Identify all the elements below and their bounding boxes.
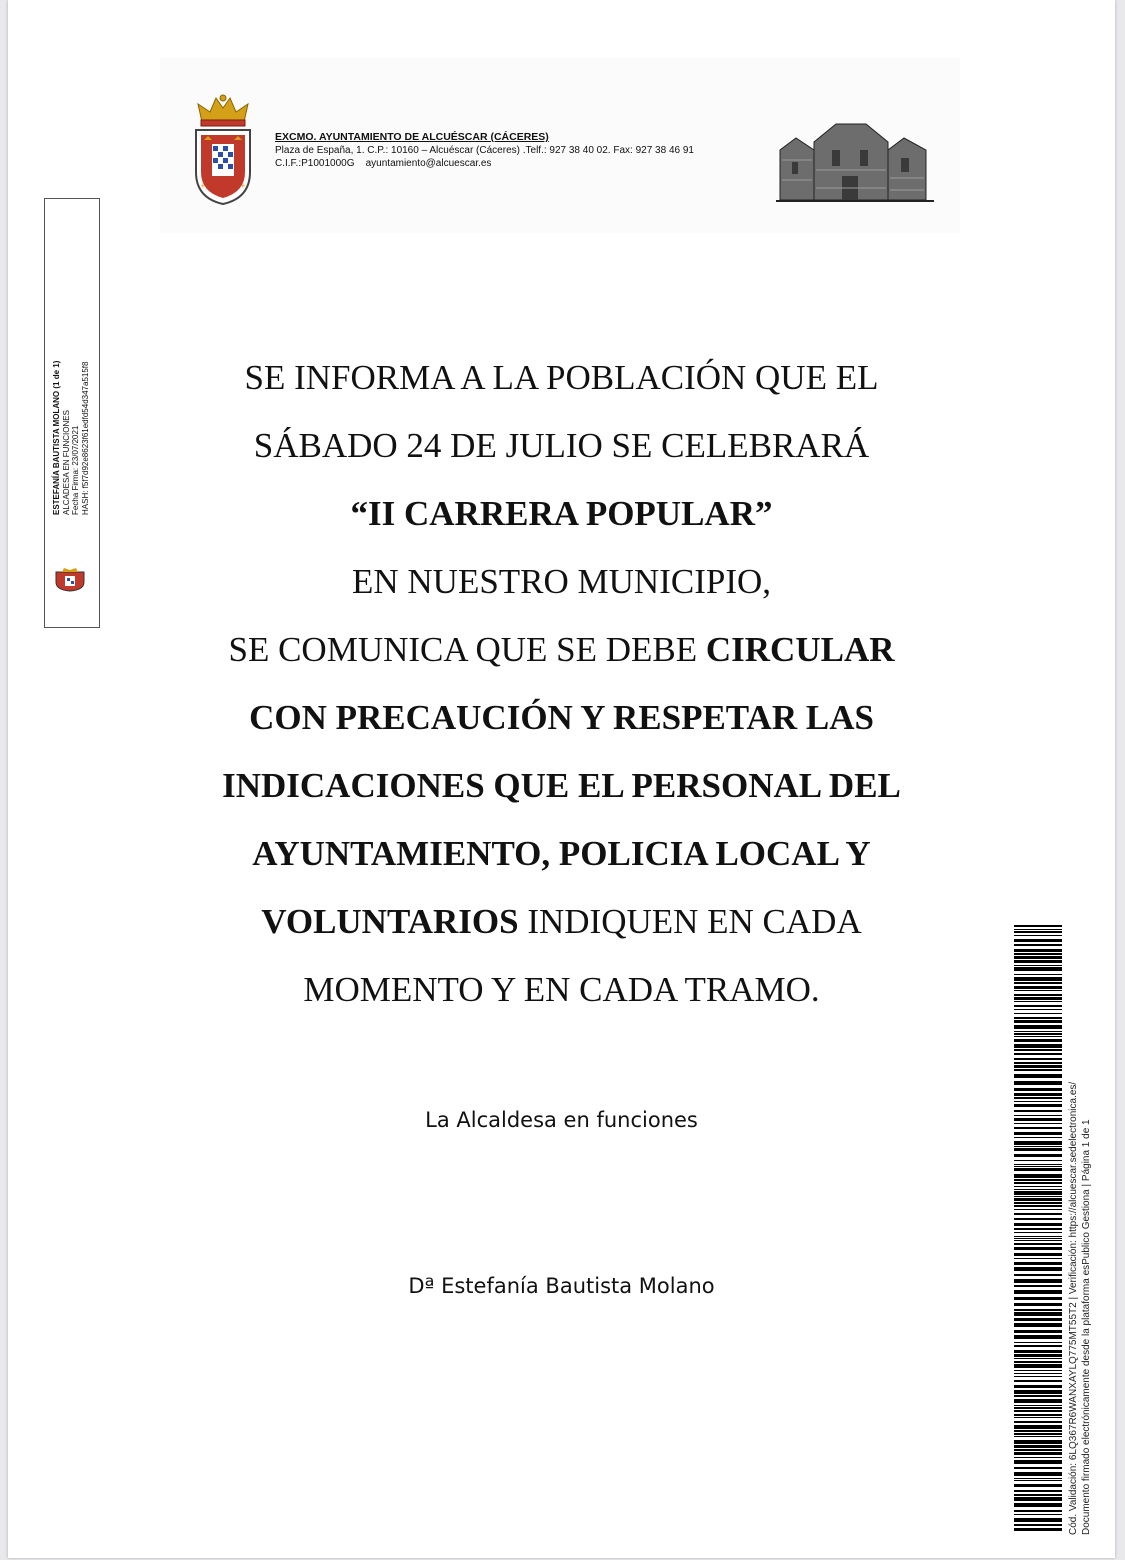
- verification-code-line: Cód. Validación: 6LQ367R6WANXAYLQ775MT55T2 | Verificación: https://alcuescar.sedelectronica.es/: [1068, 1081, 1079, 1535]
- notice-line-5-bold: CIRCULAR: [705, 630, 895, 669]
- signature-hash: HASH: f5f7d92e8623f61edfd54d347a515f8: [80, 361, 90, 515]
- notice-line-8: [160, 820, 963, 888]
- church-illustration-icon: [776, 120, 934, 205]
- signature-stamp-text: [52, 315, 90, 515]
- verification-platform-line: Documento firmado electrónicamente desde la plataforma esPublico Gestiona | Página 1 de 1: [1080, 1119, 1092, 1535]
- notice-line-10: MOMENTO Y EN CADA TRAMO.: [303, 970, 820, 1009]
- notice-line-7-bold: INDICACIONES QUE EL PERSONAL DEL: [222, 766, 901, 805]
- letterhead-text: [275, 131, 765, 170]
- signature-date: Fecha Firma: 23/07/2021: [71, 425, 80, 515]
- notice-line-6: [160, 684, 963, 752]
- notice-line-1: SE INFORMA A LA POBLACIÓN QUE EL: [244, 358, 879, 397]
- notice-line-9: [160, 888, 963, 956]
- signer-name: ESTEFANÍA BAUTISTA MOLANO (1 de 1): [52, 360, 61, 515]
- notice-line-7: [160, 752, 963, 820]
- notice-line-5-normal: SE COMUNICA QUE SE DEBE: [228, 630, 706, 669]
- notice-line-6-bold: CON PRECAUCIÓN Y RESPETAR LAS: [249, 698, 874, 737]
- notice-line-5: [160, 616, 963, 684]
- event-name: “II CARRERA POPULAR”: [350, 494, 773, 533]
- notice-line-8-bold: AYUNTAMIENTO, POLICIA LOCAL Y: [252, 834, 871, 873]
- notice-line-4: EN NUESTRO MUNICIPIO,: [351, 562, 772, 601]
- verification-text: [1068, 935, 1093, 1535]
- svg-text:+: +: [240, 182, 246, 190]
- notice-line-2: SÁBADO 24 DE JULIO SE CELEBRARÁ: [253, 426, 870, 465]
- notice-line-3: [160, 480, 963, 548]
- coat-of-arms-icon: [188, 92, 258, 207]
- org-address: Plaza de España, 1. C.P.: 10160 – Alcuéscar (Cáceres) .Telf.: 927 38 40 02. Fax: 927 38 46 91: [275, 145, 694, 156]
- closing-signer-name: Dª Estefanía Bautista Molano: [408, 1274, 715, 1298]
- svg-text:+: +: [200, 182, 206, 190]
- small-coat-of-arms-icon: [52, 568, 88, 592]
- org-cif-email: C.I.F.:P1001000G ayuntamiento@alcuescar.es: [275, 158, 492, 169]
- org-name: EXCMO. AYUNTAMIENTO DE ALCUÉSCAR (CÁCERES): [275, 131, 549, 143]
- signer-role: ALCADESA EN FUNCIONES: [61, 410, 71, 515]
- notice-line-9-normal: INDIQUEN EN CADA: [518, 902, 862, 941]
- barcode-icon: [1014, 925, 1062, 1533]
- notice-body: [160, 344, 963, 1024]
- notice-line-9-bold: VOLUNTARIOS: [261, 902, 519, 941]
- closing-title: La Alcaldesa en funciones: [425, 1108, 698, 1132]
